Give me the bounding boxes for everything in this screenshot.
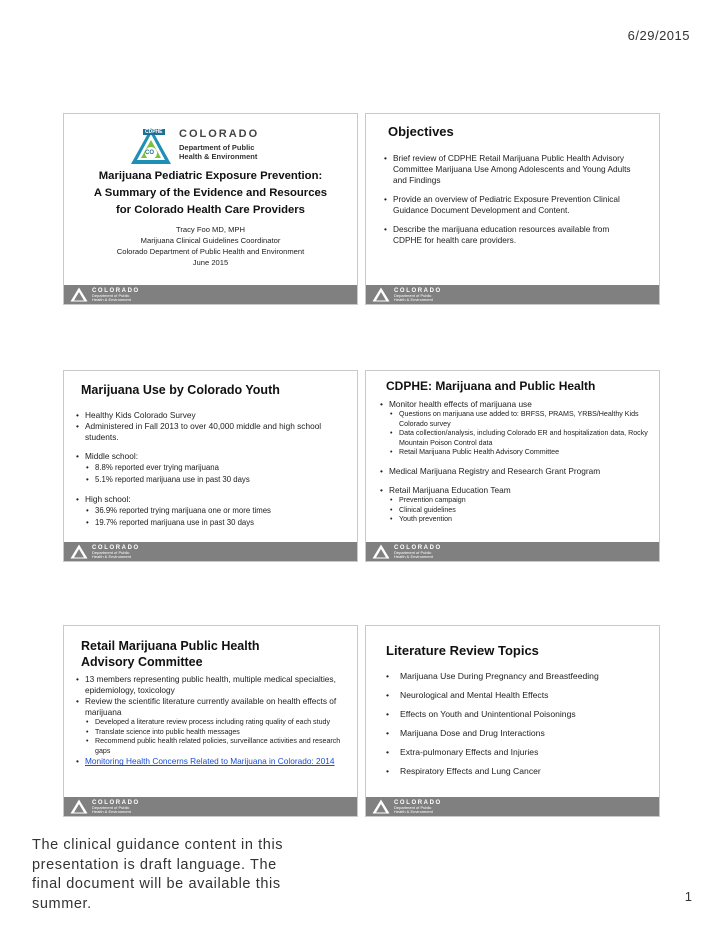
slide-literature-topics: [365, 625, 660, 817]
youth-bullet: • High school:: [76, 494, 341, 505]
presentation-date: June 2015: [192, 258, 229, 267]
slide-cdphe-public-health: [365, 370, 660, 562]
slide5-title-line-2: Advisory Committee: [81, 655, 203, 669]
header-date: 6/29/2015: [627, 28, 690, 43]
committee-bullet: • 13 members representing public health, multiple medical specialties, epidemiology, toxicology: [76, 674, 344, 696]
presenter-org: Colorado Department of Public Health and Environment: [116, 247, 305, 256]
monitoring-report-link[interactable]: Monitoring Health Concerns Related to Marijuana in Colorado: 2014: [85, 756, 335, 767]
footer-logo: COLORADO Department of Public Health & Environment: [372, 544, 442, 559]
logo-dept-2: Health & Environment: [179, 152, 258, 161]
slide4-title: CDPHE: Marijuana and Public Health: [386, 379, 596, 393]
footer-logo: COLORADO Department of Public Health & Environment: [372, 287, 442, 302]
slide-advisory-committee: [63, 625, 358, 817]
objective-item: • Brief review of CDPHE Retail Marijuana Public Health Advisory Committee Marijuana Use Among Adolescents and Young Adults and Findings: [384, 153, 634, 186]
slide1-title-line-3: for Colorado Health Care Providers: [116, 204, 305, 216]
cdphe-bullet: • Monitor health effects of marijuana use: [380, 399, 650, 410]
speaker-notes: The clinical guidance content in this presentation is draft language. The final document will be available this summer.: [32, 837, 284, 912]
youth-bullet: • Middle school:: [76, 451, 341, 462]
slide1-title-line-2: A Summary of the Evidence and Resources: [93, 187, 328, 199]
committee-link-item: [76, 756, 344, 767]
slide-footer: [366, 542, 659, 561]
cdphe-logo: [129, 126, 289, 166]
logo-dept-1: Department of Public: [179, 143, 255, 152]
youth-sub-bullet: • 19.7% reported marijuana use in past 30 days: [76, 517, 341, 529]
committee-sub-bullet: • Developed a literature review process including rating quality of each study: [76, 718, 344, 728]
slide-objectives: [365, 113, 660, 305]
youth-bullet: • Healthy Kids Colorado Survey: [76, 410, 341, 421]
presenter-role: Marijuana Clinical Guidelines Coordinator: [140, 236, 281, 245]
footer-logo: COLORADO Department of Public Health & Environment: [372, 799, 442, 814]
objective-item: • Provide an overview of Pediatric Exposure Prevention Clinical Guidance Document Development and Content.: [384, 194, 634, 216]
topic-item: • Respiratory Effects and Lung Cancer: [386, 765, 626, 777]
slide-footer: [366, 285, 659, 304]
slide-title: [63, 113, 358, 305]
topic-item: • Marijuana Use During Pregnancy and Breastfeeding: [386, 670, 626, 682]
logo-badge: CO: [145, 150, 154, 156]
footer-dept-2: Health & Environment: [92, 296, 131, 302]
committee-bullet: • Review the scientific literature currently available on health effects of marijuana: [76, 696, 344, 718]
slide-footer: [366, 797, 659, 816]
slide5-title-line-1: Retail Marijuana Public Health: [81, 639, 260, 653]
footer-logo: COLORADO Department of Public Health & Environment: [70, 544, 140, 559]
slide-footer: [64, 542, 357, 561]
topic-item: • Effects on Youth and Unintentional Poisonings: [386, 708, 626, 720]
logo-name: COLORADO: [179, 128, 260, 140]
presenter-name: Tracy Foo MD, MPH: [176, 225, 245, 234]
cdphe-sub-bullet: • Questions on marijuana use added to: BRFSS, PRAMS, YRBS/Healthy Kids Colorado survey: [380, 410, 650, 429]
youth-sub-bullet: • 36.9% reported trying marijuana one or more times: [76, 505, 341, 517]
cdphe-sub-bullet: • Youth prevention: [380, 515, 650, 525]
cdphe-bullet: • Retail Marijuana Education Team: [380, 485, 650, 496]
committee-sub-bullet: • Recommend public health related policies, surveillance activities and research gaps: [76, 737, 344, 756]
youth-sub-bullet: • 5.1% reported marijuana use in past 30 days: [76, 474, 341, 486]
logo-cdphe-tag: CDPHE: [145, 129, 163, 135]
topic-item: • Marijuana Dose and Drug Interactions: [386, 727, 626, 739]
cdphe-sub-bullet: • Prevention campaign: [380, 496, 650, 506]
footer-co: COLORADO: [92, 287, 140, 294]
slide-footer: [64, 797, 357, 816]
slide-youth-use: [63, 370, 358, 562]
page-number: 1: [684, 889, 692, 904]
cdphe-sub-bullet: • Data collection/analysis, including Colorado ER and hospitalization data, Rocky Mountain Poison Control data: [380, 429, 650, 448]
topic-item: • Neurological and Mental Health Effects: [386, 689, 626, 701]
footer-logo: COLORADO Department of Public Health & Environment: [70, 799, 140, 814]
youth-sub-bullet: • 8.8% reported ever trying marijuana: [76, 462, 341, 474]
slide3-title: Marijuana Use by Colorado Youth: [81, 383, 280, 397]
youth-bullet: • Administered in Fall 2013 to over 40,000 middle and high school students.: [76, 421, 341, 443]
slide1-title-line-1: Marijuana Pediatric Exposure Prevention:: [98, 170, 323, 182]
slide-footer: [64, 285, 357, 304]
committee-sub-bullet: • Translate science into public health messages: [76, 728, 344, 738]
slide2-title: Objectives: [388, 124, 454, 139]
cdphe-bullet: • Medical Marijuana Registry and Research Grant Program: [380, 466, 650, 477]
topic-item: • Extra-pulmonary Effects and Injuries: [386, 746, 626, 758]
footer-logo: [70, 287, 140, 302]
slide6-title: Literature Review Topics: [386, 643, 539, 658]
footer-dept-1: Department of Public: [92, 292, 130, 298]
cdphe-sub-bullet: • Clinical guidelines: [380, 506, 650, 516]
cdphe-sub-bullet: • Retail Marijuana Public Health Advisory Committee: [380, 448, 650, 458]
objective-item: • Describe the marijuana education resources available from CDPHE for health care providers.: [384, 224, 634, 246]
